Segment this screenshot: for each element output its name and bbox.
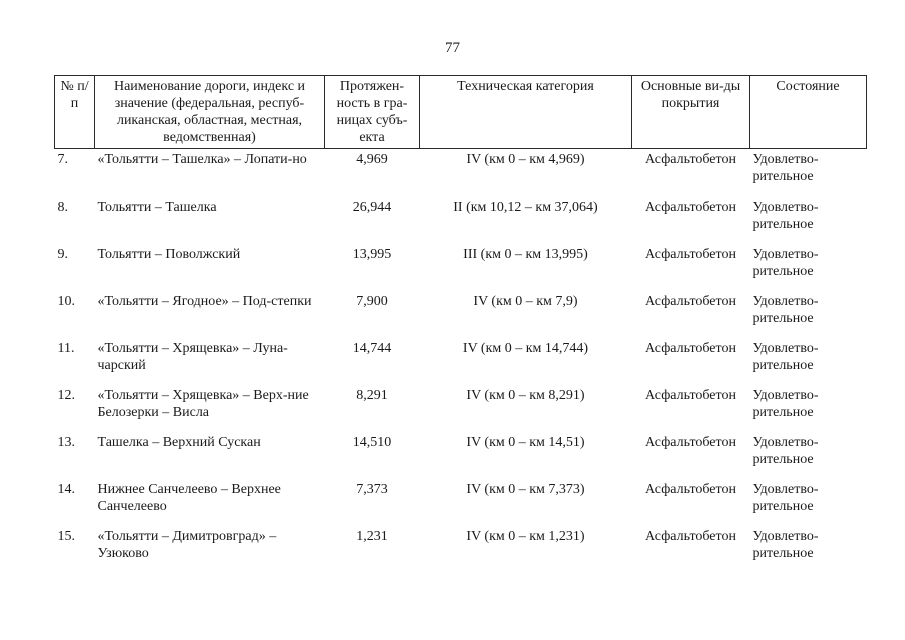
road-length: 1,231 xyxy=(356,528,388,544)
table-header-row xyxy=(55,76,867,149)
road-category: IV (км 0 – км 7,373) xyxy=(466,481,585,497)
page-number: 77 xyxy=(445,40,460,56)
row-number: 13. xyxy=(57,434,75,450)
road-category: IV (км 0 – км 14,51) xyxy=(466,434,585,450)
road-length: 13,995 xyxy=(352,246,392,262)
road-name: «Тольятти – Хрящевка» – Луна-чарский xyxy=(97,340,288,373)
table-row xyxy=(55,199,867,246)
table-row xyxy=(55,246,867,293)
road-name: Тольятти – Поволжский xyxy=(97,246,241,262)
header-category: Техническая категория xyxy=(420,76,632,149)
row-number: 12. xyxy=(57,387,75,403)
road-state: Удовлетво-рительное xyxy=(752,481,819,514)
table-row xyxy=(55,149,867,199)
header-length: Протяжен-ность в гра-ницах субъ-екта xyxy=(325,76,420,149)
road-name: Тольятти – Ташелка xyxy=(97,199,217,215)
header-state: Состояние xyxy=(750,76,867,149)
road-name: «Тольятти – Хрящевка» – Верх-ние Белозерки – Висла xyxy=(97,387,309,420)
road-cover: Асфальтобетон xyxy=(645,246,736,262)
road-length: 7,900 xyxy=(356,293,388,309)
road-cover: Асфальтобетон xyxy=(645,481,736,497)
road-category: IV (км 0 – км 1,231) xyxy=(466,528,585,544)
road-state: Удовлетво-рительное xyxy=(752,434,819,467)
road-state: Удовлетво-рительное xyxy=(752,199,819,232)
table-row xyxy=(55,528,867,575)
row-number: 8. xyxy=(57,199,68,215)
road-state: Удовлетво-рительное xyxy=(752,152,819,184)
road-cover: Асфальтобетон xyxy=(645,434,736,450)
table-row xyxy=(55,340,867,387)
road-cover: Асфальтобетон xyxy=(645,152,736,167)
road-cover: Асфальтобетон xyxy=(645,387,736,403)
road-state: Удовлетво-рительное xyxy=(752,340,819,373)
road-category: IV (км 0 – км 14,744) xyxy=(462,340,589,356)
road-cover: Асфальтобетон xyxy=(645,340,736,356)
road-name: «Тольятти – Ягодное» – Под-степки xyxy=(97,293,312,309)
row-number: 9. xyxy=(57,246,68,262)
roads-table xyxy=(54,75,867,575)
table-row xyxy=(55,481,867,528)
road-category: IV (км 0 – км 8,291) xyxy=(466,387,585,403)
road-cover: Асфальтобетон xyxy=(645,528,736,544)
row-number: 11. xyxy=(57,340,75,356)
table-row xyxy=(55,293,867,340)
header-road-name: Наименование дороги, индекс и значение (федеральная, респуб-ликанская, областная, местная, ведомственная) xyxy=(95,76,325,149)
road-name: Ташелка – Верхний Сускан xyxy=(97,434,261,450)
row-number: 10. xyxy=(57,293,75,309)
road-category: III (км 0 – км 13,995) xyxy=(463,246,588,262)
row-number: 14. xyxy=(57,481,75,497)
road-length: 14,510 xyxy=(352,434,392,450)
road-length: 4,969 xyxy=(356,152,388,167)
road-length: 7,373 xyxy=(356,481,388,497)
table-row xyxy=(55,387,867,434)
road-state: Удовлетво-рительное xyxy=(752,246,819,279)
road-name: «Тольятти – Ташелка» – Лопати-но xyxy=(97,152,307,167)
road-state: Удовлетво-рительное xyxy=(752,528,819,561)
row-number: 7. xyxy=(57,152,68,167)
road-category: II (км 10,12 – км 37,064) xyxy=(453,199,598,215)
road-state: Удовлетво-рительное xyxy=(752,387,819,420)
road-name: «Тольятти – Димитровград» – Узюково xyxy=(97,528,277,561)
road-category: IV (км 0 – км 4,969) xyxy=(466,152,585,167)
road-length: 8,291 xyxy=(356,387,388,403)
road-cover: Асфальтобетон xyxy=(645,293,736,309)
header-number: № п/п xyxy=(55,76,95,149)
row-number: 15. xyxy=(57,528,75,544)
road-state: Удовлетво-рительное xyxy=(752,293,819,326)
road-length: 14,744 xyxy=(352,340,392,356)
road-length: 26,944 xyxy=(352,199,392,215)
road-category: IV (км 0 – км 7,9) xyxy=(473,293,578,309)
table-row xyxy=(55,434,867,481)
road-cover: Асфальтобетон xyxy=(645,199,736,215)
header-cover: Основные ви-ды покрытия xyxy=(632,76,750,149)
road-name: Нижнее Санчелеево – Верхнее Санчелеево xyxy=(97,481,281,514)
